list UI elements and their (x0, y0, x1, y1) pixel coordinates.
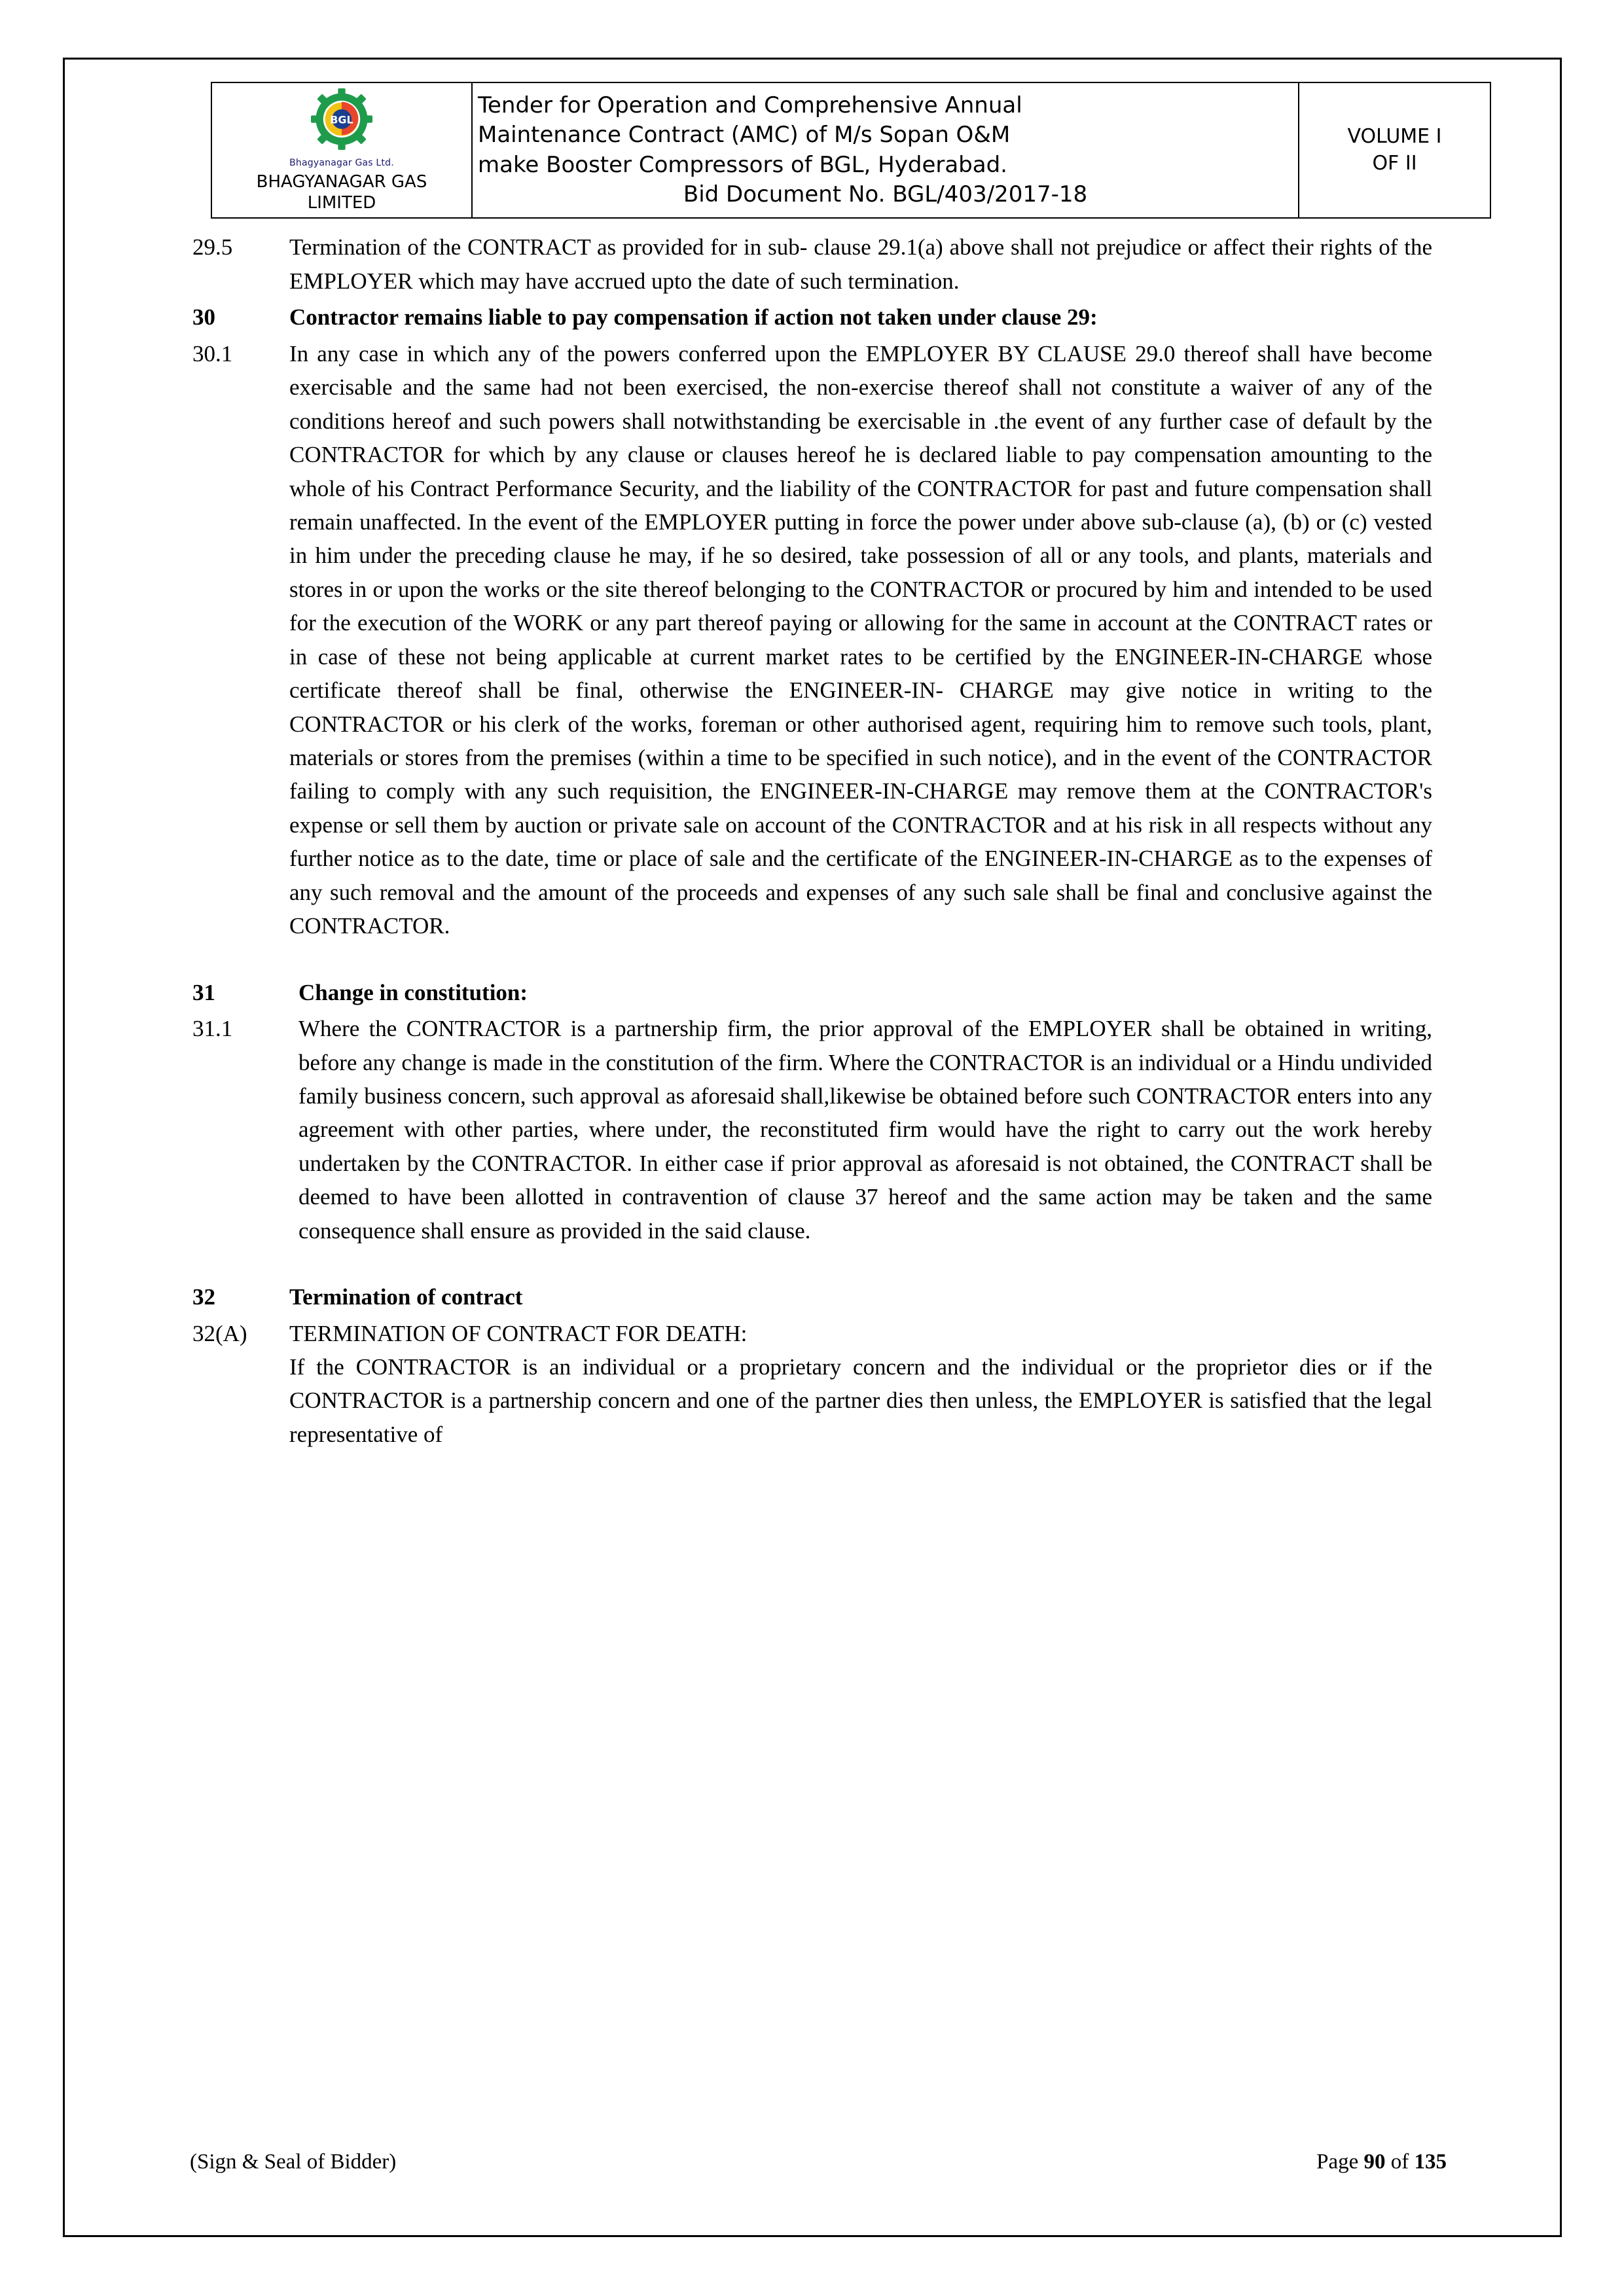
footer-current-page: 90 (1363, 2150, 1386, 2174)
section-spacer (190, 1247, 1447, 1278)
company-name-line2: LIMITED (307, 192, 376, 213)
clause-30-1 (190, 337, 1447, 943)
clause-29-5 (190, 230, 1447, 298)
clause-30 (190, 300, 1447, 334)
clause-number: 30.1 (192, 340, 233, 367)
clause-text: TERMINATION OF CONTRACT FOR DEATH: (289, 1320, 748, 1346)
header-logo-cell (211, 82, 472, 218)
clause-text: Termination of the CONTRACT as provided for in sub- clause 29.1(a) above shall not prejudice or affect their rights of the EMPLOYER which may have accrued upto the date of such termination. (289, 234, 1432, 294)
clause-text: Change in constitution: (298, 979, 528, 1005)
clause-number: 29.5 (192, 234, 233, 260)
footer-total-pages: 135 (1414, 2150, 1447, 2174)
clause-32-a-paragraph: If the CONTRACTOR is an individual or a proprietary concern and the individual or the proprietor dies or if the CONTRACTOR is a partnership concern and one of the partner dies then unless, the EMPLOYER is satisfied that the legal representative of (289, 1354, 1432, 1447)
volume-line-1: VOLUME I (1347, 125, 1442, 149)
clause-text: Termination of contract (289, 1284, 523, 1310)
header-title-line-2: Maintenance Contract (AMC) of M/s Sopan O&M (478, 122, 1011, 149)
clause-31-1 (190, 1012, 1447, 1247)
clause-number: 30 (192, 304, 215, 331)
footer-page-mid: of (1385, 2150, 1415, 2174)
clause-32-a (190, 1317, 1447, 1350)
clause-text: Contractor remains liable to pay compensation if action not taken under clause 29: (289, 304, 1098, 331)
page-footer (190, 2150, 1447, 2174)
volume-line-2: OF II (1372, 151, 1417, 175)
document-header-table (211, 82, 1491, 219)
section-spacer (190, 943, 1447, 973)
clause-number: 31.1 (192, 1016, 233, 1042)
footer-page-prefix: Page (1316, 2150, 1364, 2174)
footer-signature-label: (Sign & Seal of Bidder) (190, 2150, 397, 2174)
clause-number: 32(A) (192, 1320, 247, 1346)
svg-text:BGL: BGL (330, 113, 353, 126)
clause-number: 32 (192, 1284, 215, 1310)
clause-32 (190, 1280, 1447, 1314)
company-name-line1: BHAGYANAGAR GAS (256, 172, 427, 192)
header-bid-document-no: Bid Document No. BGL/403/2017-18 (683, 181, 1088, 208)
clause-31 (190, 976, 1447, 1009)
header-title-line-1: Tender for Operation and Comprehensive Annual (478, 92, 1022, 118)
bhagyanagar-gas-logo-icon (293, 87, 391, 160)
header-title-line-3: make Booster Compressors of BGL, Hyderabad. (478, 151, 1007, 178)
clause-text: In any case in which any of the powers conferred upon the EMPLOYER BY CLAUSE 29.0 thereof shall have become exercisable and the same had not been exercised, the non-exercise thereof shall not constitute a waiver of any of the conditions hereof and such powers shall notwithstanding be exercisable in .the event of any further case of default by the CONTRACTOR for which by any clause or clauses hereof he is declared liable to pay compensation amounting to the whole of his Contract Performance Security, and the liability of the CONTRACTOR for past and future compensation shall remain unaffected. In the event of the EMPLOYER putting in force the power under above sub-clause (a), (b) or (c) vested in him under the preceding clause he may, if he so desired, take possession of all or any tools, and plants, materials and stores in or upon the works or the site thereof belonging to the CONTRACTOR or procured by him and intended to be used for the execution of the WORK or any part thereof paying or allowing for the same in account at the CONTRACT rates or in case of these not being applicable at current market rates to be certified by the ENGINEER-IN-CHARGE whose certificate thereof shall be final, otherwise the ENGINEER-IN- CHARGE may give notice in writing to the CONTRACTOR or his clerk of the works, foreman or other authorised agent, requiring him to remove such tools, plant, materials or stores from the premises (within a time to be specified in such notice), and in the event of the CONTRACTOR failing to comply with any such requisition, the ENGINEER-IN-CHARGE may remove them at the CONTRACTOR's expense or sell them by auction or private sale on account of the CONTRACTOR and at his risk in all respects without any further notice as to the date, time or place of sale and the certificate of the ENGINEER-IN-CHARGE as to the expenses of any such removal and the amount of the proceeds and expenses of any such sale shall be final and conclusive against the CONTRACTOR. (289, 340, 1432, 939)
footer-page-number (1316, 2150, 1447, 2174)
clause-text: Where the CONTRACTOR is a partnership firm, the prior approval of the EMPLOYER shall be obtained in writing, before any change is made in the constitution of the firm. Where the CONTRACTOR is an individual or a Hindu undivided family business concern, such approval as aforesaid shall,likewise be obtained before such CONTRACTOR enters into any agreement with other parties, where under, the reconstituted firm would have the right to carry out the work hereby undertaken by the CONTRACTOR. In either case if prior approval as aforesaid is not obtained, the CONTRACT shall be deemed to have been allotted in contravention of clause 37 hereof and the same action may be taken and the same consequence shall ensure as provided in the said clause. (298, 1016, 1432, 1244)
header-title-cell (472, 82, 1299, 218)
header-volume-cell (1299, 82, 1490, 218)
logo-caption: Bhagyanagar Gas Ltd. (289, 158, 394, 168)
page-content (190, 82, 1447, 1451)
clause-number: 31 (192, 979, 215, 1005)
